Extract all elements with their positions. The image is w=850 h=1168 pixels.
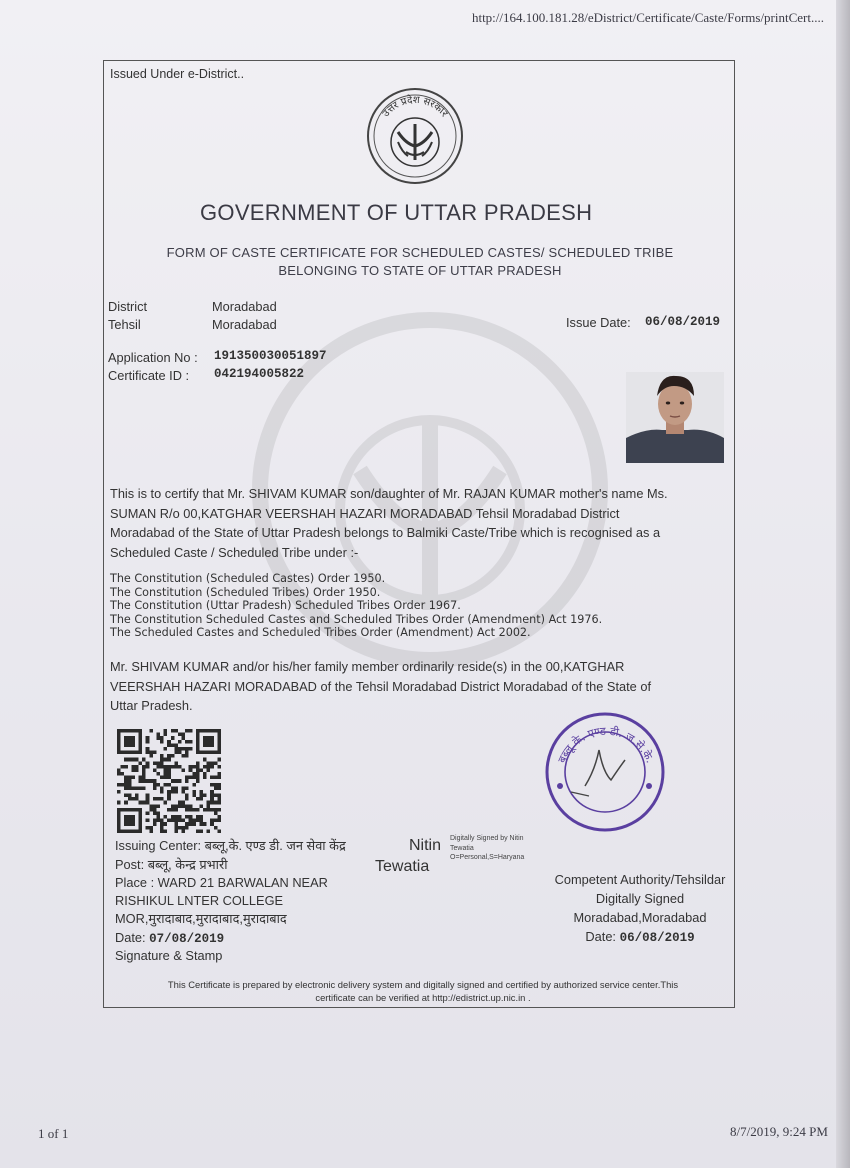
application-label: Application No : bbox=[108, 350, 198, 365]
qr-code-icon bbox=[117, 729, 221, 833]
residence-paragraph bbox=[110, 657, 720, 716]
authority-line-1: Competent Authority/Tehsildar bbox=[554, 872, 726, 887]
certificate-id-label: Certificate ID : bbox=[108, 368, 190, 383]
signer-first-name: Nitin bbox=[409, 837, 442, 854]
print-timestamp: 8/7/2019, 9:24 PM bbox=[730, 1124, 828, 1139]
up-emblem-icon bbox=[364, 86, 466, 186]
district-label: District bbox=[108, 299, 148, 314]
certify-line-2: SUMAN R/o 00,KATGHAR VEERSHAH HAZARI MORADABAD Tehsil Moradabad District bbox=[110, 505, 620, 521]
page-title: GOVERNMENT OF UTTAR PRADESH bbox=[200, 200, 593, 225]
district-value: Moradabad bbox=[212, 299, 277, 314]
signature-label: Signature & Stamp bbox=[115, 948, 223, 963]
authority-date bbox=[538, 927, 742, 948]
certify-line-1: This is to certify that Mr. SHIVAM KUMAR son/daughter of Mr. RAJAN KUMAR mother's name Ms. bbox=[110, 486, 668, 501]
order-item: The Constitution (Scheduled Castes) Order 1950. bbox=[110, 572, 386, 585]
authority-date-label: Date: bbox=[585, 929, 616, 944]
issuing-center-label: Issuing Center: bbox=[115, 838, 202, 853]
tehsil-value: Moradabad bbox=[212, 317, 277, 332]
svg-text:बब्लू के. एण्ड डी. ज.से.के.: बब्लू के. एण्ड डी. ज.से.के. bbox=[555, 724, 657, 765]
signature-meta-line-2: Tewatia bbox=[450, 844, 474, 852]
post-value: बब्लू, केन्द्र प्रभारी bbox=[147, 857, 228, 872]
subtitle-line-2: BELONGING TO STATE OF UTTAR PRADESH bbox=[278, 263, 562, 278]
order-item: The Constitution (Scheduled Tribes) Order 1950. bbox=[110, 585, 381, 599]
place-line-1: Place : WARD 21 BARWALAN NEAR bbox=[115, 875, 328, 890]
svg-text:उत्तर प्रदेश सरकार: उत्तर प्रदेश सरकार bbox=[380, 94, 450, 120]
signature-meta-line-1: Digitally Signed by Nitin bbox=[450, 835, 524, 842]
authority-line-3: Moradabad,Moradabad bbox=[573, 910, 707, 925]
issue-date-label: Issue Date: bbox=[566, 315, 631, 330]
applicant-photo bbox=[626, 372, 724, 463]
reside-line-1: Mr. SHIVAM KUMAR and/or his/her family member ordinarily reside(s) in the 00,KATGHAR bbox=[110, 659, 625, 674]
subtitle-line-1: FORM OF CASTE CERTIFICATE FOR SCHEDULED CASTES/ SCHEDULED TRIBE bbox=[166, 245, 674, 260]
certificate-subtitle bbox=[140, 244, 700, 280]
order-item: The Constitution (Uttar Pradesh) Scheduled Tribes Order 1967. bbox=[110, 599, 461, 613]
service-center-seal-icon bbox=[541, 710, 669, 834]
orders-list bbox=[110, 572, 602, 640]
authority-line-2: Digitally Signed bbox=[595, 891, 685, 906]
issuing-date-value: 07/08/2019 bbox=[149, 932, 225, 946]
disclaimer bbox=[118, 978, 728, 1004]
disclaimer-line-1: This Certificate is prepared by electronic delivery system and digitally signed and certified by authorized service center.This bbox=[167, 979, 679, 990]
reside-line-3: Uttar Pradesh. bbox=[110, 698, 193, 713]
signature-meta-line-3: O=Personal,S=Haryana bbox=[450, 854, 525, 861]
issuing-post bbox=[115, 855, 228, 874]
issuing-date-label: Date: bbox=[115, 930, 146, 945]
competent-authority bbox=[538, 870, 742, 948]
order-item: The Constitution Scheduled Castes and Scheduled Tribes Order (Amendment) Act 1976. bbox=[110, 612, 603, 626]
disclaimer-line-2: certificate can be verified at http://edistrict.up.nic.in . bbox=[315, 992, 531, 1003]
reside-line-2: VEERSHAH HAZARI MORADABAD of the Tehsil Moradabad District Moradabad of the State of bbox=[110, 678, 652, 694]
certify-line-4: Scheduled Caste / Scheduled Tribe under :- bbox=[110, 544, 359, 560]
place-line-3: MOR,मुरादाबाद,मुरादाबाद,मुरादाबाद bbox=[115, 911, 287, 926]
issuing-center bbox=[115, 836, 346, 855]
application-number: 191350030051897 bbox=[214, 349, 327, 363]
page-count: 1 of 1 bbox=[38, 1126, 69, 1141]
paper-edge-shadow bbox=[836, 0, 850, 1168]
order-item: The Scheduled Castes and Scheduled Tribes Order (Amendment) Act 2002. bbox=[110, 626, 531, 640]
issuing-center-value: बब्लू,के. एण्ड डी. जन सेवा केंद्र bbox=[204, 838, 346, 853]
post-label: Post: bbox=[115, 857, 145, 872]
browser-url: http://164.100.181.28/eDistrict/Certificate/Caste/Forms/printCert.... bbox=[471, 10, 824, 25]
issued-under: Issued Under e-District.. bbox=[110, 67, 245, 81]
signature-metadata bbox=[450, 834, 524, 863]
tehsil-label: Tehsil bbox=[108, 317, 141, 332]
certify-line-3: Moradabad of the State of Uttar Pradesh belongs to Balmiki Caste/Tribe which is recognised as a bbox=[110, 525, 661, 540]
authority-date-value: 06/08/2019 bbox=[619, 931, 695, 945]
certify-paragraph bbox=[110, 484, 720, 562]
issue-date-value: 06/08/2019 bbox=[645, 315, 721, 329]
signer-last-name: Tewatia bbox=[375, 858, 430, 875]
certificate-id: 042194005822 bbox=[214, 367, 305, 381]
place-line-2: RISHIKUL LNTER COLLEGE bbox=[115, 893, 284, 908]
